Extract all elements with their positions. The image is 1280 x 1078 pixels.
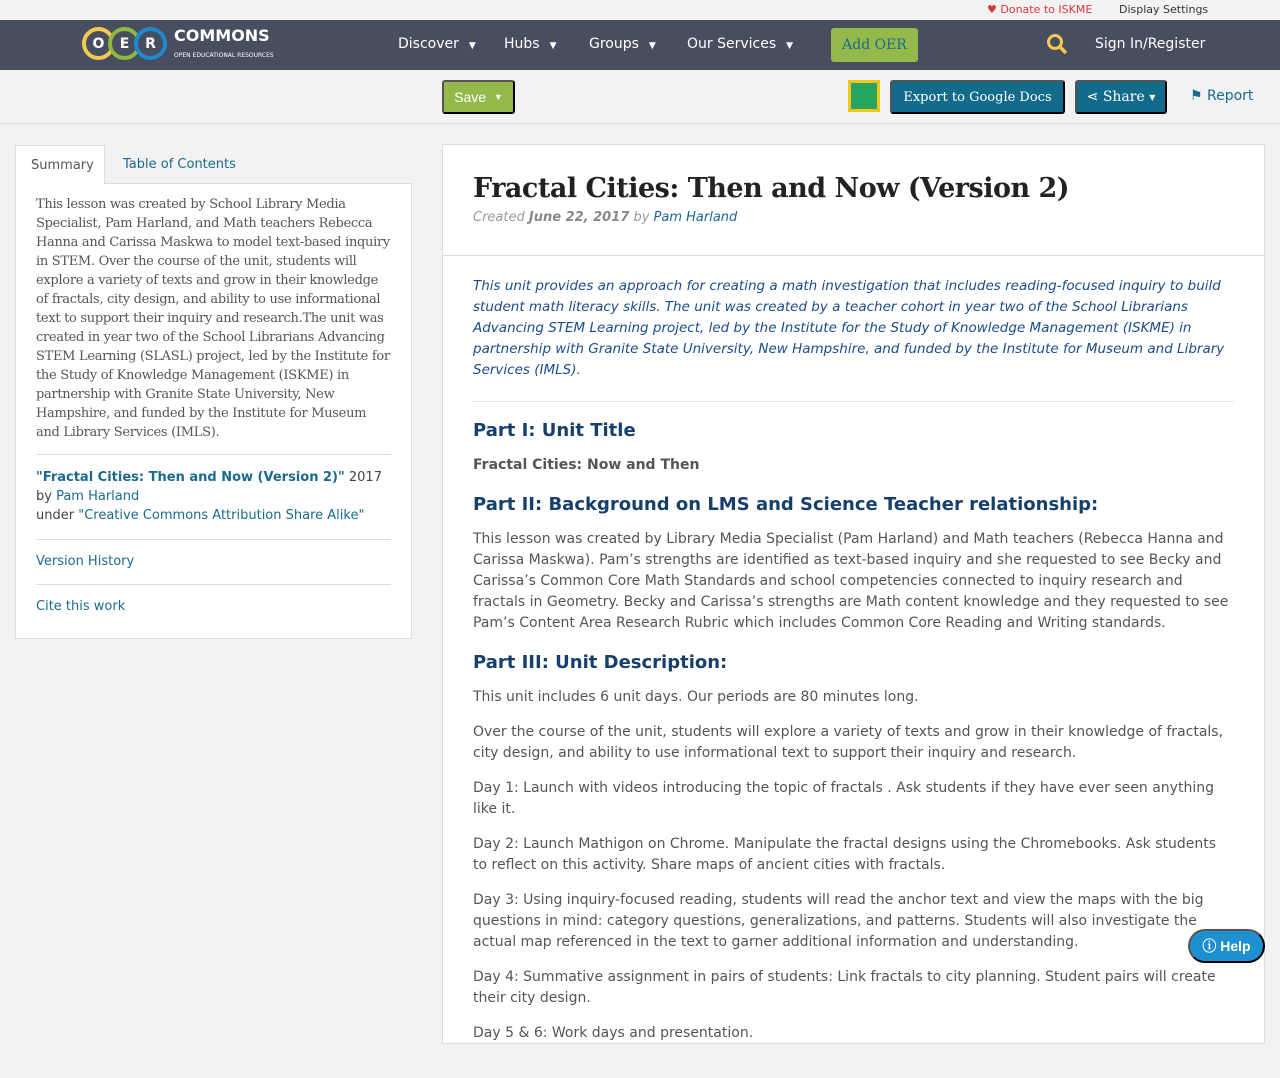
license-link[interactable]: "Creative Commons Attribution Share Alike" <box>78 508 365 523</box>
description-paragraph: Day 3: Using inquiry-focused reading, students will read the anchor text and view the maps with the big questions in mind: category questions, generalizations, and patterns. Students will also investigate the actual map referenced in the text to garner additional information and understanding. <box>473 892 1204 950</box>
tab-summary[interactable]: Summary <box>15 145 105 184</box>
summary-sidebar <box>15 145 412 639</box>
nav-discover[interactable] <box>398 36 476 52</box>
by-label: by <box>629 210 654 225</box>
report-link[interactable] <box>1190 88 1253 104</box>
export-google-docs-button[interactable]: Export to Google Docs <box>890 80 1065 114</box>
chevron-down-icon: ▼ <box>549 41 557 51</box>
logo-title: COMMONS <box>174 25 270 45</box>
nav-label: Our Services <box>687 36 777 52</box>
created-label: Created <box>473 210 529 225</box>
description-paragraph: Day 4: Summative assignment in pairs of students: Link fractals to city planning. Student pairs will create their city design. <box>473 969 1216 1006</box>
donate-link[interactable] <box>987 3 1092 16</box>
description-paragraph: Day 2: Launch Mathigon on Chrome. Manipulate the fractal designs using the Chromebooks. Ask students to reflect on this activity. Share maps of ancient cities with fractals. <box>473 836 1217 873</box>
attribution-year: 2017 by <box>36 470 382 504</box>
logo-letter: O <box>82 27 115 60</box>
search-icon[interactable] <box>1046 33 1068 55</box>
summary-text: This lesson was created by School Library Media Specialist, Pam Harland, and Math teachers Rebecca Hanna and Carissa Maskwa to model text-based inquiry in STEM. Over the course of the unit, students will explore a variety of texts and grow in their knowledge of fractals, city design, and ability to use informational text to support their inquiry and research.The unit was created in year two of the School Librarians Advancing STEM Learning (SLASL) project, led by the Institute for the Study of Knowledge Management (ISKME) in partnership with Granite State University, New Hampshire, and funded by the Institute for Museum and Library Services (IMLS). <box>36 195 391 455</box>
add-oer-button[interactable]: Add OER <box>831 28 918 62</box>
utility-bar <box>0 0 1280 20</box>
created-line <box>473 210 1234 225</box>
author-link[interactable]: Pam Harland <box>653 210 738 225</box>
share-icon: ⋖ <box>1086 89 1099 105</box>
heart-icon: ♥ <box>987 3 997 16</box>
donate-label: Donate to ISKME <box>1000 3 1093 16</box>
report-label: Report <box>1207 88 1254 104</box>
version-history-link[interactable]: Version History <box>36 554 135 569</box>
question-icon: ⓘ <box>1202 938 1217 954</box>
caret-down-icon: ▼ <box>493 92 503 102</box>
logo-letter: E <box>108 27 141 60</box>
flag-icon: ⚑ <box>1190 88 1203 104</box>
save-button[interactable] <box>442 80 515 114</box>
resource-content <box>442 144 1265 1044</box>
description-paragraph: Day 1: Launch with videos introducing the topic of fractals . Ask students if they have ever seen anything like it. <box>473 780 1214 817</box>
share-label: Share <box>1102 89 1145 105</box>
help-button[interactable] <box>1188 929 1265 963</box>
attribution-title-link[interactable]: "Fractal Cities: Then and Now (Version 2)" <box>36 470 345 485</box>
display-settings-link[interactable]: Display Settings <box>1119 3 1209 16</box>
cite-work-link[interactable]: Cite this work <box>36 599 126 614</box>
nav-hubs[interactable] <box>504 36 557 52</box>
main-nav <box>0 20 1280 70</box>
page-title: Fractal Cities: Then and Now (Version 2) <box>473 173 1070 204</box>
section-heading: Part III: Unit Description: <box>473 652 728 673</box>
chevron-down-icon: ▼ <box>786 41 794 51</box>
nav-label: Hubs <box>504 36 540 52</box>
caret-down-icon: ▼ <box>1149 92 1156 102</box>
unit-title: Fractal Cities: Now and Then <box>473 457 700 473</box>
chevron-down-icon: ▼ <box>648 41 656 51</box>
background-text: This lesson was created by Library Media Specialist (Pam Harland) and Math teachers (Rebecca Hanna and Carissa Maskwa). Pam’s strengths are identified as text-based inquiry and she requested to see Becky and Carissa’s Common Core Math Standards and school competencies connected to inquiry research and fractals in Geometry. Becky and Carissa’s strengths are Math content knowledge and they requested to see Pam’s Content Area Research Rubric which includes Common Core Reading and Writing standards. <box>473 531 1229 631</box>
section-heading: Part II: Background on LMS and Science Teacher relationship: <box>473 494 1099 515</box>
attribution <box>36 455 391 540</box>
description-paragraph: Over the course of the unit, students will explore a variety of texts and grow in their knowledge of fractals, city design, and ability to use informational text to support their inquiry and research. <box>473 724 1224 761</box>
save-label: Save <box>454 89 487 105</box>
nav-groups[interactable] <box>589 36 656 52</box>
logo-letter: R <box>134 27 167 60</box>
chevron-down-icon: ▼ <box>468 41 476 51</box>
sign-in-link[interactable]: Sign In/Register <box>1095 36 1206 52</box>
author-link[interactable]: Pam Harland <box>56 489 140 504</box>
oer-commons-logo[interactable] <box>82 27 274 60</box>
help-label: Help <box>1220 938 1251 954</box>
created-date: June 22, 2017 <box>528 210 630 225</box>
attribution-under: under <box>36 508 79 523</box>
nav-label: Discover <box>398 36 459 52</box>
nav-our-services[interactable] <box>687 36 793 52</box>
share-button[interactable] <box>1075 80 1167 114</box>
resource-toolbar <box>0 70 1280 124</box>
description-paragraph: Day 5 & 6: Work days and presentation. <box>473 1025 754 1041</box>
section-heading: Part I: Unit Title <box>473 420 636 441</box>
description-paragraph: This unit includes 6 unit days. Our periods are 80 minutes long. <box>473 689 919 705</box>
google-classroom-icon[interactable] <box>848 80 880 112</box>
intro-text: This unit provides an approach for creating a math investigation that includes reading-focused inquiry to build student math literacy skills. The unit was created by a teacher cohort in year two of the School Librarians Advancing STEM Learning project, led by the Institute for the Study of Knowledge Management (ISKME) in partnership with Granite State University, New Hampshire, and funded by the Institute for Museum and Library Services (IMLS). <box>473 276 1234 402</box>
logo-subtitle: OPEN EDUCATIONAL RESOURCES <box>174 51 274 59</box>
tab-table-of-contents[interactable]: Table of Contents <box>123 157 236 172</box>
nav-label: Groups <box>589 36 639 52</box>
